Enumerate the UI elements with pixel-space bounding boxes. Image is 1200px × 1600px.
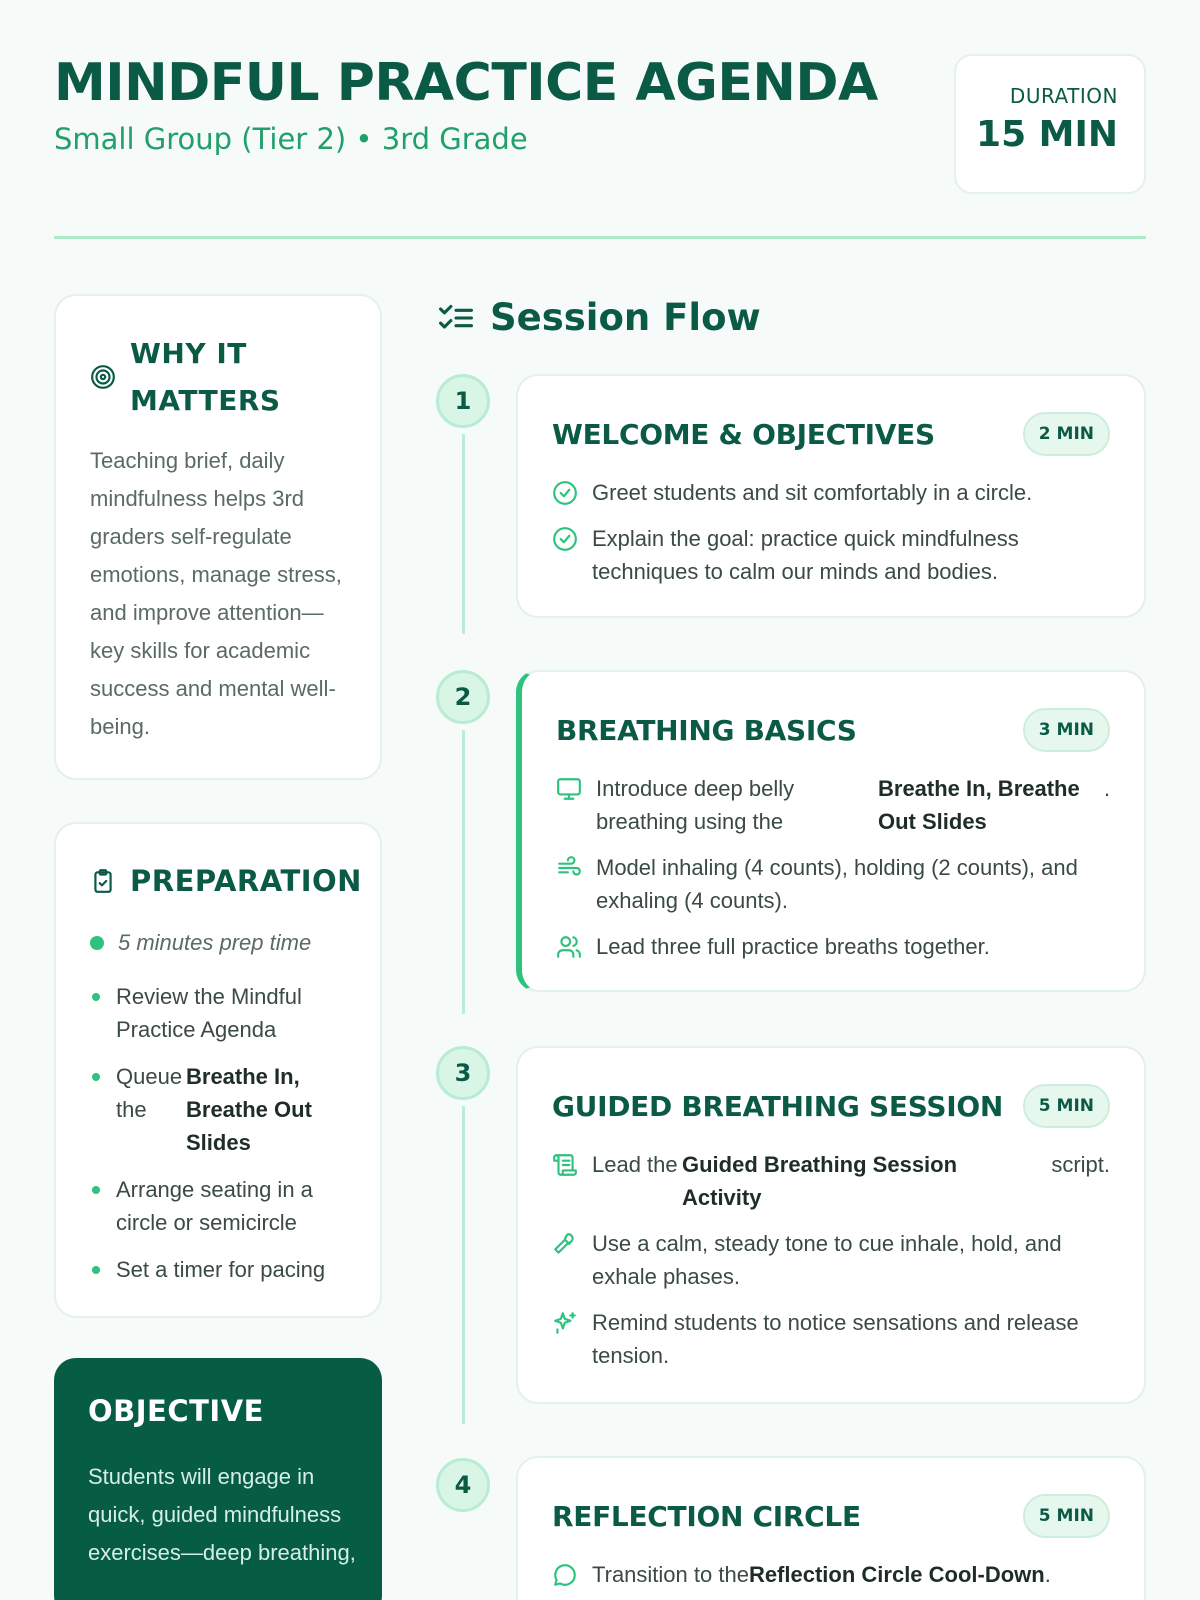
cooldown-name: Reflection Circle Cool-Down	[748, 1562, 1045, 1587]
users-icon	[556, 934, 582, 960]
preparation-title: PREPARATION	[130, 864, 362, 898]
step-connector	[462, 1106, 465, 1424]
step-item-text: Model inhaling (4 counts), holding (2 counts), and exhaling (4 counts).	[596, 855, 1078, 913]
prep-time-dot	[90, 936, 104, 950]
step-item-punct: .	[1044, 1562, 1051, 1587]
session-flow-title: Session Flow	[490, 296, 761, 339]
scroll-icon	[552, 1152, 578, 1178]
step-item-text: Use a calm, steady tone to cue inhale, hold, and exhale phases.	[592, 1231, 1062, 1289]
step-duration-badge: 2 MIN	[1023, 412, 1110, 456]
preparation-list	[90, 980, 360, 1286]
objective-card	[54, 1358, 382, 1600]
step-item	[552, 1148, 1110, 1214]
why-title: WHY IT MATTERS	[130, 337, 281, 417]
step-item-suffix: script.	[1051, 1152, 1110, 1177]
step-item-text: Remind students to notice sensations and release tension.	[592, 1310, 1079, 1368]
step-number-1: 1	[436, 374, 490, 428]
target-icon	[90, 364, 116, 390]
list-item: Arrange seating in a circle or semicircle	[90, 1173, 360, 1239]
step-item	[556, 930, 1110, 963]
queue-slides-name: Breathe In, Breathe Out Slides	[186, 1064, 312, 1155]
page-title: MINDFUL PRACTICE AGENDA	[54, 53, 878, 113]
step-title: BREATHING BASICS	[556, 713, 857, 747]
duration-label: DURATION	[1009, 84, 1118, 108]
prep-time	[90, 930, 360, 956]
duration-card	[954, 54, 1146, 194]
step-item-text: Lead three full practice breaths together.	[596, 934, 990, 959]
step-title: REFLECTION CIRCLE	[552, 1499, 861, 1533]
preparation-card	[54, 822, 382, 1318]
prep-time-text: 5 minutes prep time	[118, 930, 312, 955]
queue-prefix: Queue	[116, 1064, 183, 1089]
why-body: Teaching brief, daily mindfulness helps 3rd graders self-regulate emotions, manage stress, and improve attention—key skills for academic success and mental well-being.	[90, 448, 342, 739]
step-number-2: 2	[436, 670, 490, 724]
objective-body: Students will engage in quick, guided mindfulness exercises—deep breathing,	[88, 1464, 356, 1565]
step-connector	[462, 434, 465, 634]
step-item	[552, 522, 1110, 588]
sparkles-icon	[552, 1310, 578, 1336]
presentation-icon	[556, 776, 582, 802]
step-title: GUIDED BREATHING SESSION	[552, 1089, 1003, 1123]
page-subtitle: Small Group (Tier 2) • 3rd Grade	[54, 122, 528, 156]
step-item-text: Explain the goal: practice quick mindfulness techniques to calm our minds and bodies.	[592, 526, 1019, 584]
step-duration-badge: 5 MIN	[1023, 1084, 1110, 1128]
list-item	[90, 1060, 360, 1159]
step-number-4: 4	[436, 1458, 490, 1512]
header	[54, 52, 1146, 202]
why-it-matters-card	[54, 294, 382, 780]
checklist-icon	[438, 302, 474, 334]
step-card-welcome	[516, 374, 1146, 618]
message-circle-icon	[552, 1562, 578, 1588]
step-connector	[462, 730, 465, 1014]
step-item-text: Greet students and sit comfortably in a circle.	[592, 480, 1033, 505]
step-duration-badge: 5 MIN	[1023, 1494, 1110, 1538]
step-card-guided-breathing	[516, 1046, 1146, 1404]
script-name: Guided Breathing Session Activity	[682, 1152, 958, 1210]
step-item-punct: .	[1104, 776, 1111, 801]
step-item	[552, 1306, 1110, 1372]
step-number-3: 3	[436, 1046, 490, 1100]
step-card-breathing-basics	[516, 670, 1146, 992]
session-flow-header	[438, 296, 761, 339]
list-item: Review the Mindful Practice Agenda	[90, 980, 360, 1046]
wind-icon	[556, 855, 582, 881]
step-item	[552, 1558, 1110, 1591]
slides-name: Breathe In, Breathe Out Slides	[878, 776, 1080, 834]
duration-value: 15 MIN	[976, 114, 1118, 155]
step-card-reflection-circle	[516, 1456, 1146, 1600]
step-item	[552, 1227, 1110, 1293]
step-duration-badge: 3 MIN	[1023, 708, 1110, 752]
check-circle-icon	[552, 480, 578, 506]
step-title: WELCOME & OBJECTIVES	[552, 417, 935, 451]
step-item-text: Lead the	[592, 1152, 678, 1177]
step-item	[556, 772, 1110, 838]
check-circle-icon	[552, 526, 578, 552]
objective-title: OBJECTIVE	[88, 1394, 264, 1428]
clipboard-check-icon	[90, 868, 116, 894]
mic-icon	[552, 1231, 578, 1257]
step-item-text: Introduce deep belly breathing using the	[596, 776, 795, 834]
header-divider	[54, 236, 1146, 239]
list-item: Set a timer for pacing	[90, 1253, 360, 1286]
queue-the: the	[116, 1097, 147, 1122]
step-item	[556, 851, 1110, 917]
step-item	[552, 476, 1110, 509]
step-item-text: Transition to the	[592, 1562, 749, 1587]
